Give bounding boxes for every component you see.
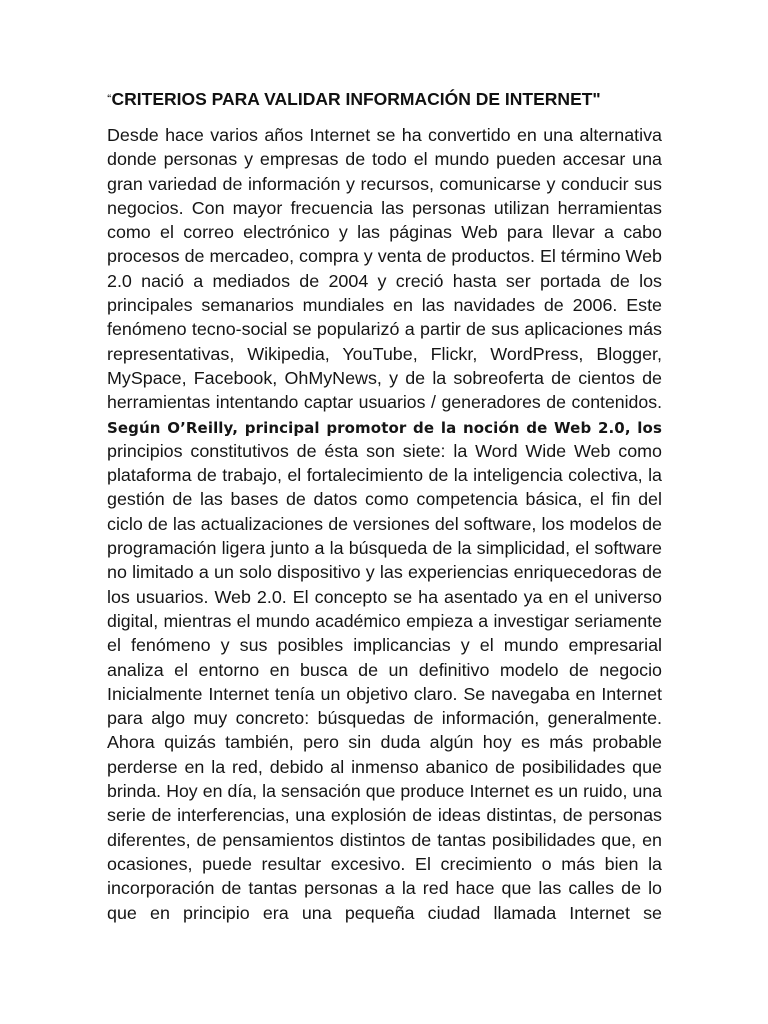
body-line: negocios. Con mayor frecuencia las personas utilizan herramientas [107,197,662,218]
body-line: que en principio era una pequeña ciudad llamada Internet se [107,902,662,923]
body-line: herramientas intentando captar usuarios / generadores de contenidos. [107,392,662,413]
body-line: incorporación de tantas personas a la red hace que las calles de lo [107,878,662,899]
body-line-bold-lead [107,415,662,439]
body-line: programación ligera junto a la búsqueda de la simplicidad, el software [107,538,662,559]
title-open-quote: “ [107,93,112,103]
body-line: 2.0 nació a mediados de 2004 y creció hasta ser portada de los [107,270,662,291]
document-title [107,89,601,110]
document-body [107,123,662,925]
body-line: gran variedad de información y recursos, comunicarse y conducir sus [107,173,662,194]
body-line: Inicialmente Internet tenía un objetivo claro. Se navegaba en Internet [107,683,662,704]
bold-lead-text: Según O’Reilly, principal promotor de la noción de Web 2.0, los [107,418,662,437]
body-line: donde personas y empresas de todo el mundo pueden accesar una [107,149,662,170]
body-line: plataforma de trabajo, el fortalecimiento de la inteligencia colectiva, la [107,465,662,486]
body-line: no limitado a un solo dispositivo y las experiencias enriquecedoras de [107,562,662,583]
body-line: fenómeno tecno-social se popularizó a partir de sus aplicaciones más [107,319,662,340]
body-line: brinda. Hoy en día, la sensación que produce Internet es un ruido, una [107,781,662,802]
title-text: CRITERIOS PARA VALIDAR INFORMACIÓN DE INTERNET" [111,89,601,109]
body-line: el fenómeno y sus posibles implicancias y el mundo empresarial [107,635,662,656]
body-line: para algo muy concreto: búsquedas de información, generalmente. [107,708,662,729]
body-line: representativas, Wikipedia, YouTube, Flickr, WordPress, Blogger, [107,343,662,364]
body-line: analiza el entorno en busca de un definitivo modelo de negocio [107,659,662,680]
body-line: perderse en la red, debido al inmenso abanico de posibilidades que [107,756,662,777]
body-line: Ahora quizás también, pero sin duda algún hoy es más probable [107,732,662,753]
body-line: gestión de las bases de datos como competencia básica, el fin del [107,489,662,510]
body-line: serie de interferencias, una explosión de ideas distintas, de personas [107,805,662,826]
body-line: los usuarios. Web 2.0. El concepto se ha asentado ya en el universo [107,586,662,607]
body-line: digital, mientras el mundo académico empieza a investigar seriamente [107,610,662,631]
body-line: diferentes, de pensamientos distintos de tantas posibilidades que, en [107,829,662,850]
body-line: ocasiones, puede resultar excesivo. El crecimiento o más bien la [107,853,662,874]
body-line: MySpace, Facebook, OhMyNews, y de la sobreoferta de cientos de [107,367,662,388]
body-line: Desde hace varios años Internet se ha convertido en una alternativa [107,125,662,145]
body-line: ciclo de las actualizaciones de versiones del software, los modelos de [107,513,662,534]
body-line: como el correo electrónico y las páginas Web para llevar a cabo [107,222,662,243]
body-line: principales semanarios mundiales en las navidades de 2006. Este [107,295,662,316]
body-line: procesos de mercadeo, compra y venta de productos. El término Web [107,246,662,267]
body-line: principios constitutivos de ésta son siete: la Word Wide Web como [107,440,662,461]
